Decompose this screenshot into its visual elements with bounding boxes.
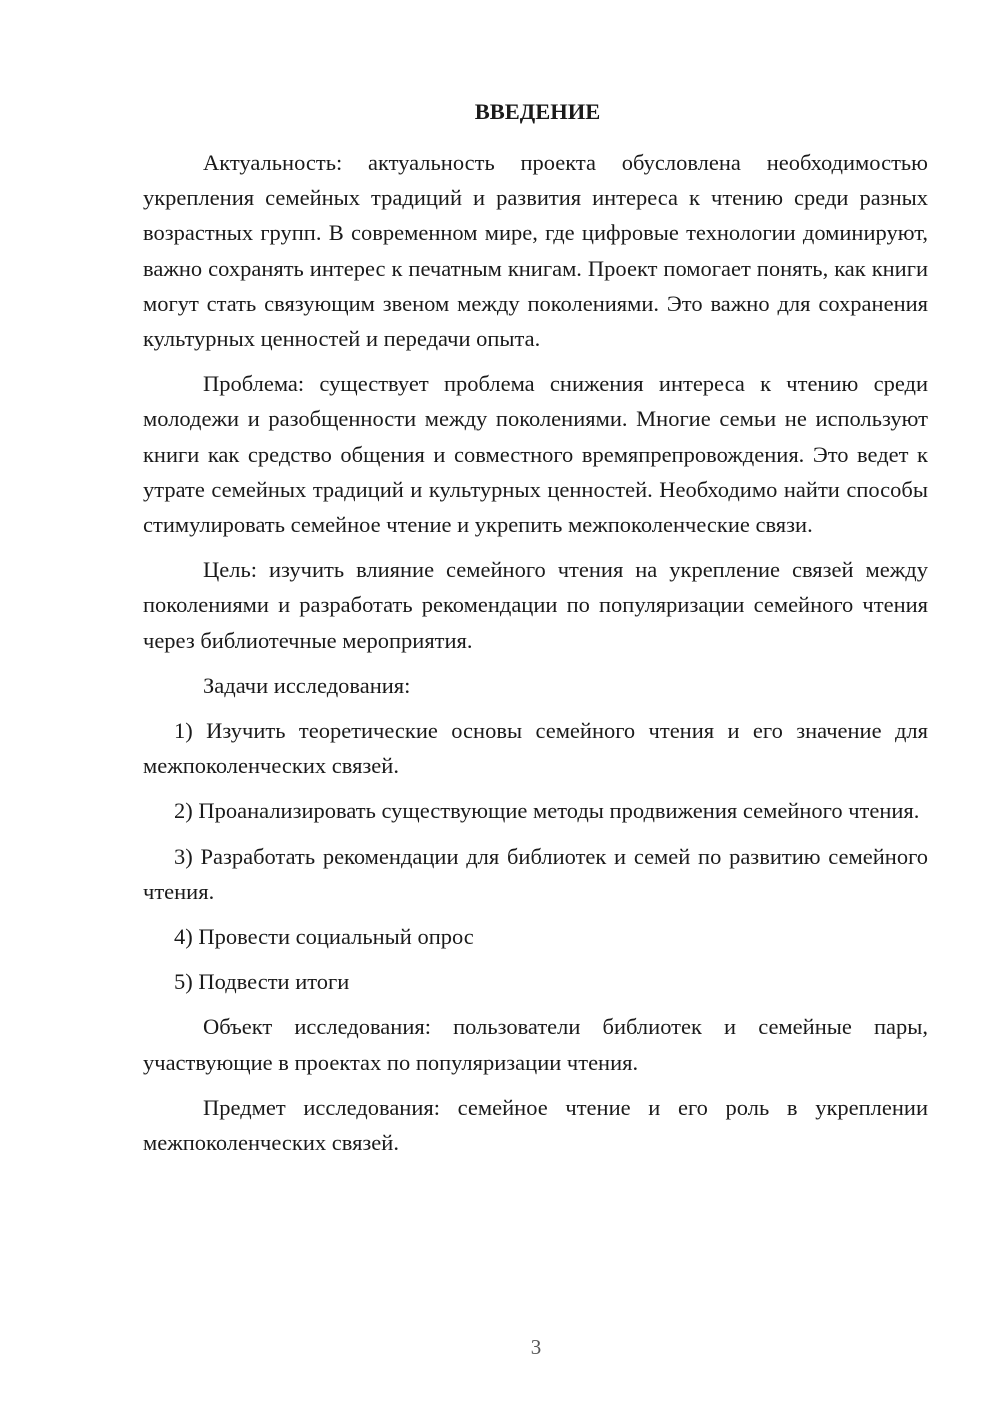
tasks-list xyxy=(143,713,928,999)
paragraph-goal: Цель: изучить влияние семейного чтения на укрепление связей между поколениями и разработать рекомендации по популяризации семейного чтения через библиотечные мероприятия. xyxy=(143,557,928,653)
paragraph-subject: Предмет исследования: семейное чтение и его роль в укреплении межпоколенческих связей. xyxy=(143,1094,928,1156)
page-content xyxy=(143,94,928,1170)
list-item: 2) Проанализировать существующие методы продвижения семейного чтения. xyxy=(174,798,920,824)
list-item: 1) Изучить теоретические основы семейного чтения и его значение для межпоколенческих связей. xyxy=(143,718,928,779)
list-item: 4) Провести социальный опрос xyxy=(174,924,474,950)
paragraph-object: Объект исследования: пользователи библиотек и семейные пары, участвующие в проектах по популяризации чтения. xyxy=(143,1014,928,1075)
page-title: ВВЕДЕНИЕ xyxy=(474,99,601,124)
page-number: 3 xyxy=(530,1335,542,1359)
paragraph-relevance: Актуальность: актуальность проекта обусловлена необходимостью укрепления семейных традиций и развития интереса к чтению среди разных возрастных групп. В современном мире, где цифровые технологии доминируют, важно сохранять интерес к печатным книгам. Проект помогает понять, как книги могут стать связующим звеном между поколениями. Это важно для сохранения культурных ценностей и передачи опыта. xyxy=(143,150,928,352)
list-item: 5) Подвести итоги xyxy=(174,969,350,995)
paragraph-problem: Проблема: существует проблема снижения интереса к чтению среди молодежи и разобщенности между поколениями. Многие семьи не используют книги как средство общения и совместного времяпрепровождения. Это ведет к утрате семейных традиций и культурных ценностей. Необходимо найти способы стимулировать семейное чтение и укрепить межпоколенческие связи. xyxy=(143,371,928,538)
tasks-heading: Задачи исследования: xyxy=(203,672,411,698)
list-item: 3) Разработать рекомендации для библиотек и семей по развитию семейного чтения. xyxy=(143,843,928,904)
